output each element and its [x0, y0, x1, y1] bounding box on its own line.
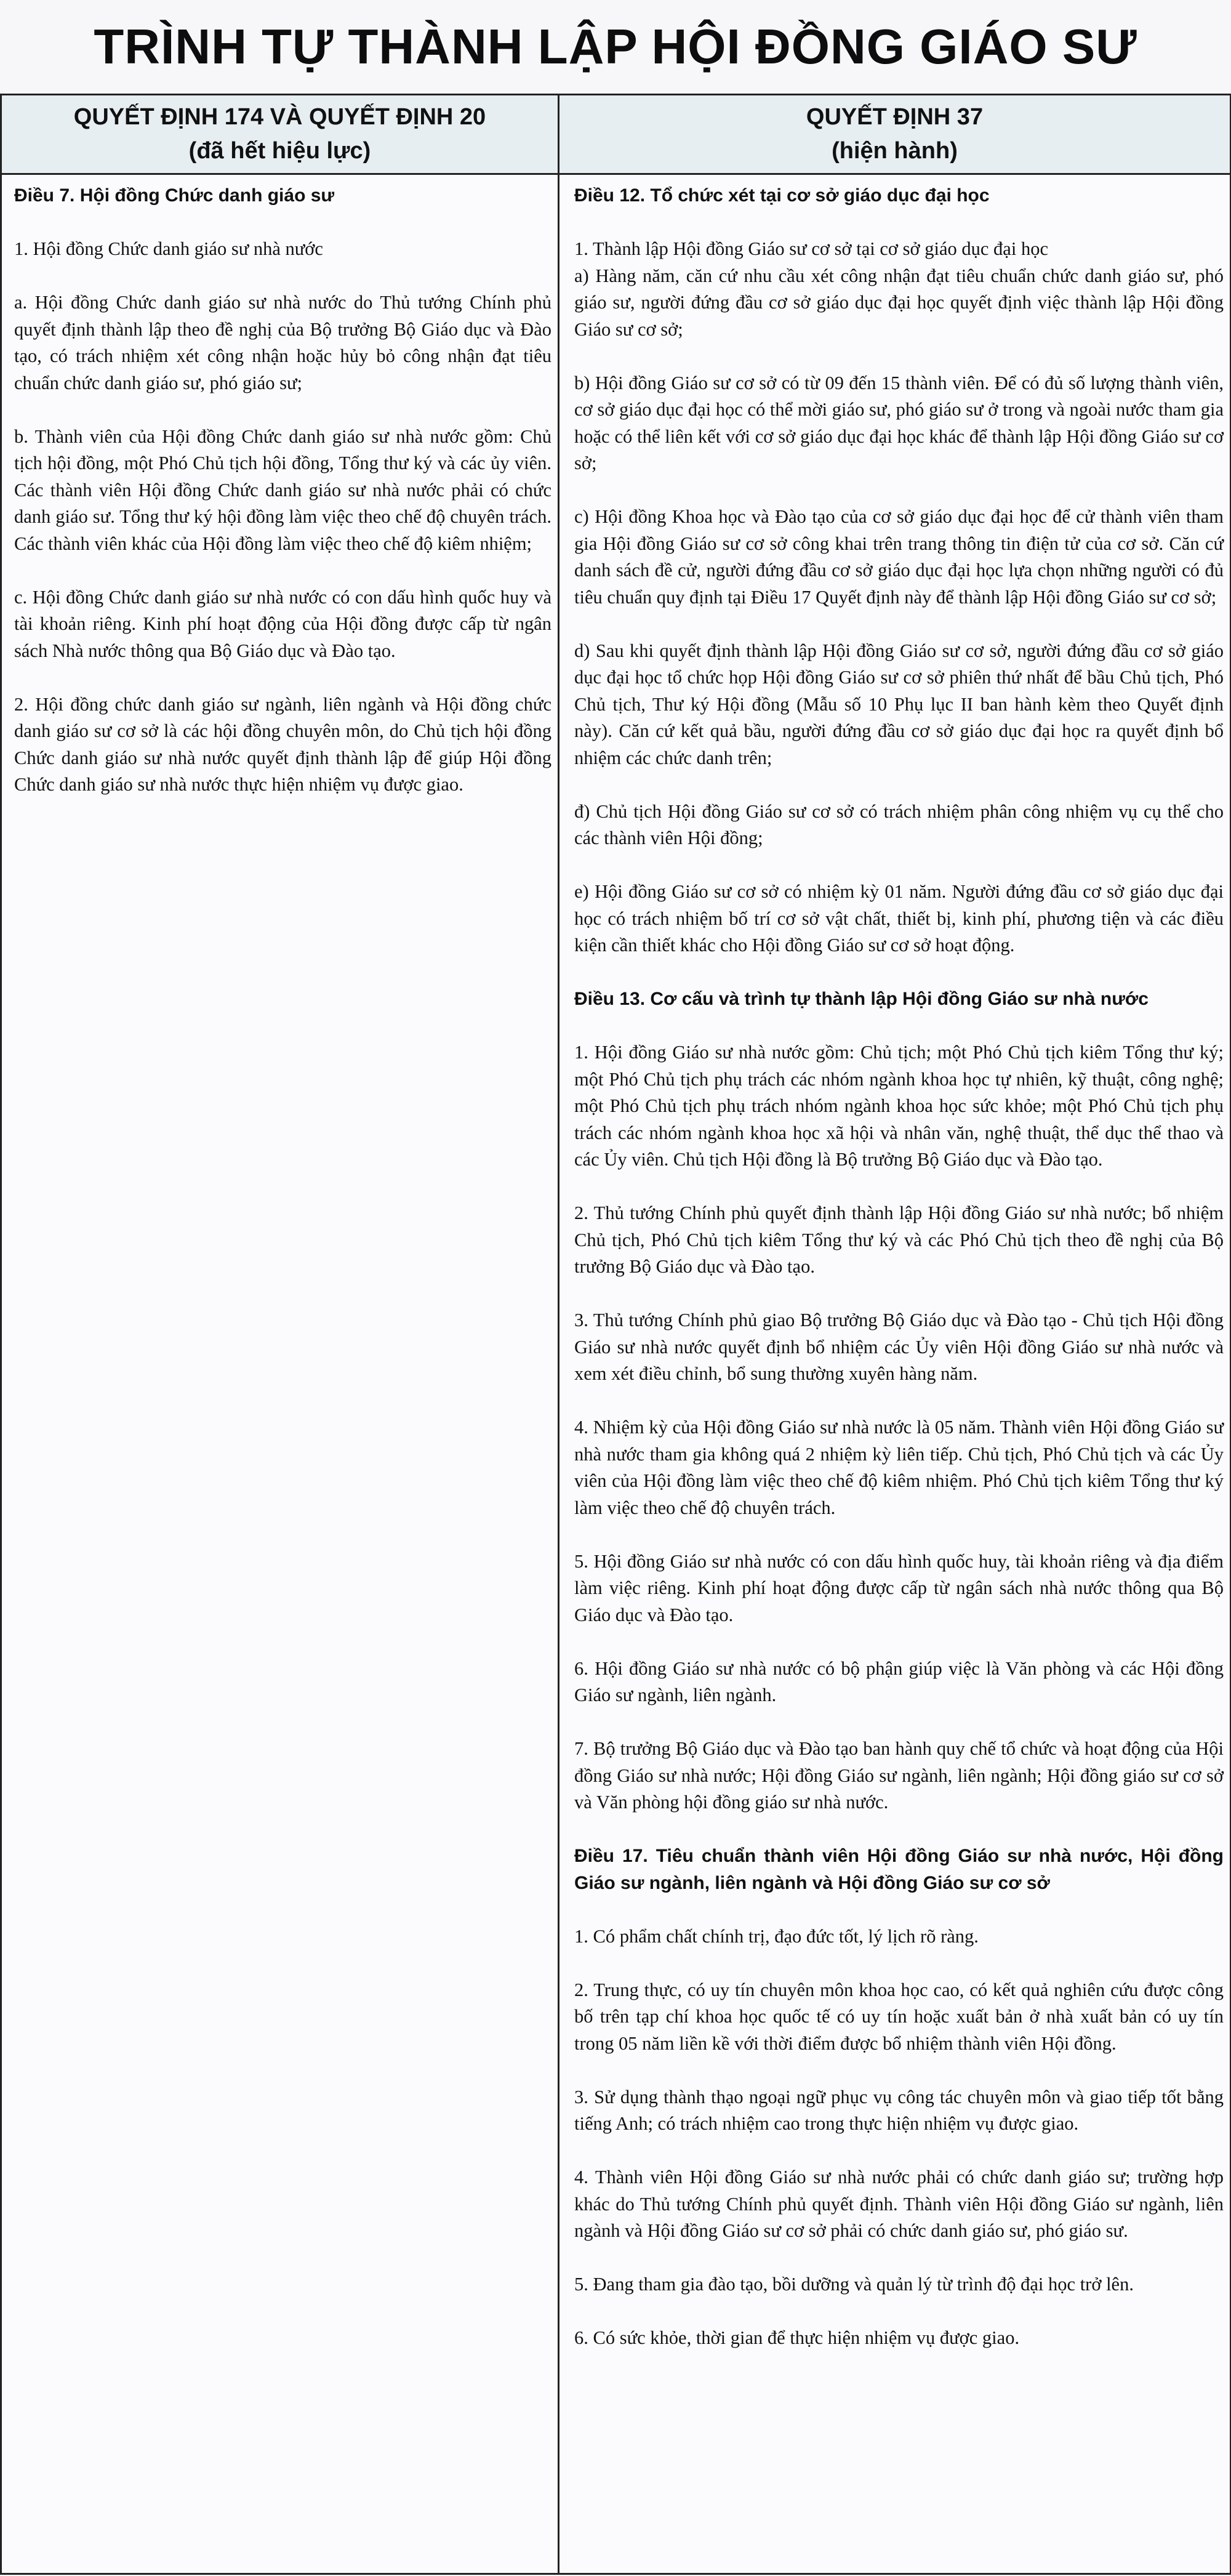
article-paragraph: 7. Bộ trưởng Bộ Giáo dục và Đào tạo ban hành quy chế tổ chức và hoạt động của Hội đồng Giáo sư nhà nước; Hội đồng Giáo sư ngành, liên ngành; Hội đồng giáo sư cơ sở và Văn phòng hội đồng giáo sư nhà nước.	[574, 1738, 1224, 1813]
article-paragraph: c. Hội đồng Chức danh giáo sư nhà nước có con dấu hình quốc huy và tài khoản riêng. Kinh phí hoạt động của Hội đồng được cấp từ ngân sách Nhà nước thông qua Bộ Giáo dục và Đào tạo.	[14, 586, 551, 661]
comparison-table	[0, 94, 1231, 2575]
article-paragraph: a) Hàng năm, căn cứ nhu cầu xét công nhận đạt tiêu chuẩn chức danh giáo sư, phó giáo sư, người đứng đầu cơ sở giáo dục đại học quyết định việc thành lập Hội đồng Giáo sư cơ sở;	[574, 265, 1224, 340]
article-paragraph: 5. Đang tham gia đào tạo, bồi dưỡng và quản lý từ trình độ đại học trở lên.	[574, 2274, 1134, 2295]
current-decision-column	[559, 174, 1231, 2574]
column-header-old-status: (đã hết hiệu lực)	[188, 138, 371, 164]
article-paragraph: c) Hội đồng Khoa học và Đào tạo của cơ sở giáo dục đại học để cử thành viên tham gia Hội đồng Giáo sư cơ sở công khai trên trang thông tin điện tử của cơ sở. Căn cứ danh sách đề cử, người đứng đầu cơ sở giáo dục đại học lựa chọn những người có đủ tiêu chuẩn quy định tại Điều 17 Quyết định này để thành lập Hội đồng Giáo sư cơ sở;	[574, 506, 1224, 608]
article-paragraph: a. Hội đồng Chức danh giáo sư nhà nước do Thủ tướng Chính phủ quyết định thành lập theo đề nghị của Bộ trưởng Bộ Giáo dục và Đào tạo, có trách nhiệm xét công nhận hoặc hủy bỏ công nhận đạt tiêu chuẩn chức danh giáo sư, phó giáo sư;	[14, 292, 551, 393]
column-header-current	[559, 95, 1231, 174]
article-paragraph: 1. Hội đồng Chức danh giáo sư nhà nước	[14, 238, 323, 259]
article-heading: Điều 13. Cơ cấu và trình tự thành lập Hội đồng Giáo sư nhà nước	[574, 989, 1149, 1009]
article-paragraph: 3. Thủ tướng Chính phủ giao Bộ trưởng Bộ Giáo dục và Đào tạo - Chủ tịch Hội đồng Giáo sư nhà nước quyết định bổ nhiệm các Ủy viên Hội đồng Giáo sư nhà nước và xem xét điều chỉnh, bổ sung thường xuyên hàng năm.	[574, 1310, 1224, 1384]
article-paragraph: 1. Hội đồng Giáo sư nhà nước gồm: Chủ tịch; một Phó Chủ tịch kiêm Tổng thư ký; một Phó Chủ tịch phụ trách các nhóm ngành khoa học tự nhiên, kỹ thuật, công nghệ; một Phó Chủ tịch phụ trách nhóm ngành khoa học sức khỏe; một Phó Chủ tịch phụ trách các nhóm ngành khoa học xã hội và nhân văn, nghệ thuật, thể dục thể thao và các Ủy viên. Chủ tịch Hội đồng là Bộ trưởng Bộ Giáo dục và Đào tạo.	[574, 1042, 1224, 1170]
article-paragraph: 4. Nhiệm kỳ của Hội đồng Giáo sư nhà nước là 05 năm. Thành viên Hội đồng Giáo sư nhà nước tham gia không quá 2 nhiệm kỳ liên tiếp. Chủ tịch, Phó Chủ tịch và các Ủy viên của Hội đồng làm việc theo chế độ kiêm nhiệm. Phó Chủ tịch kiêm Tổng thư ký làm việc theo chế độ chuyên trách.	[574, 1417, 1224, 1518]
article-paragraph: e) Hội đồng Giáo sư cơ sở có nhiệm kỳ 01 năm. Người đứng đầu cơ sở giáo dục đại học có trách nhiệm bố trí cơ sở vật chất, thiết bị, kinh phí, phương tiện và các điều kiện cần thiết khác cho Hội đồng Giáo sư cơ sở hoạt động.	[574, 881, 1224, 956]
column-header-old	[1, 95, 559, 174]
article-paragraph: b. Thành viên của Hội đồng Chức danh giáo sư nhà nước gồm: Chủ tịch hội đồng, một Phó Chủ tịch hội đồng, Tổng thư ký và các ủy viên. Các thành viên Hội đồng Chức danh giáo sư nhà nước phải có chức danh giáo sư. Tổng thư ký hội đồng làm việc theo chế độ chuyên trách. Các thành viên khác của Hội đồng làm việc theo chế độ kiêm nhiệm;	[14, 425, 551, 554]
page-title: TRÌNH TỰ THÀNH LẬP HỘI ĐỒNG GIÁO SƯ	[94, 19, 1137, 74]
article-paragraph: đ) Chủ tịch Hội đồng Giáo sư cơ sở có trách nhiệm phân công nhiệm vụ cụ thể cho các thành viên Hội đồng;	[574, 800, 1224, 848]
column-header-old-title: QUYẾT ĐỊNH 174 VÀ QUYẾT ĐỊNH 20	[73, 103, 486, 130]
article-paragraph: 1. Có phẩm chất chính trị, đạo đức tốt, lý lịch rõ ràng.	[574, 1925, 979, 1947]
article-paragraph: d) Sau khi quyết định thành lập Hội đồng Giáo sư cơ sở, người đứng đầu cơ sở giáo dục đại học tổ chức họp Hội đồng Giáo sư cơ sở phiên thứ nhất để bầu Chủ tịch, Phó Chủ tịch, Thư ký Hội đồng (Mẫu số 10 Phụ lục II ban hành kèm theo Quyết định này). Căn cứ kết quả bầu, người đứng đầu cơ sở giáo dục đại học ra quyết định bổ nhiệm các chức danh trên;	[574, 640, 1224, 768]
old-decision-column	[1, 174, 559, 2574]
body-row	[1, 174, 1231, 2574]
article-paragraph: 1. Thành lập Hội đồng Giáo sư cơ sở tại cơ sở giáo dục đại học	[574, 238, 1048, 259]
article-paragraph: 2. Thủ tướng Chính phủ quyết định thành lập Hội đồng Giáo sư nhà nước; bổ nhiệm Chủ tịch, Phó Chủ tịch kiêm Tổng thư ký và các Phó Chủ tịch theo đề nghị của Bộ trưởng Bộ Giáo dục và Đào tạo.	[574, 1202, 1224, 1277]
article-heading: Điều 17. Tiêu chuẩn thành viên Hội đồng Giáo sư nhà nước, Hội đồng Giáo sư ngành, liên ngành và Hội đồng Giáo sư cơ sở	[574, 1846, 1224, 1893]
article-paragraph: 5. Hội đồng Giáo sư nhà nước có con dấu hình quốc huy, tài khoản riêng và địa điểm làm việc riêng. Kinh phí hoạt động được cấp từ ngân sách nhà nước thông qua Bộ Giáo dục và Đào tạo.	[574, 1550, 1224, 1625]
article-heading: Điều 7. Hội đồng Chức danh giáo sư	[14, 185, 335, 206]
article-paragraph: 2. Trung thực, có uy tín chuyên môn khoa học cao, có kết quả nghiên cứu được công bố trên tạp chí khoa học quốc tế có uy tín hoặc xuất bản ở nhà xuất bản có uy tín trong 05 năm liền kề với thời điểm được bổ nhiệm thành viên Hội đồng.	[574, 1979, 1224, 2054]
article-paragraph: 4. Thành viên Hội đồng Giáo sư nhà nước phải có chức danh giáo sư; trường hợp khác do Thủ tướng Chính phủ quyết định. Thành viên Hội đồng Giáo sư ngành, liên ngành và Hội đồng Giáo sư cơ sở phải có chức danh giáo sư, phó giáo sư.	[574, 2167, 1224, 2241]
article-paragraph: 3. Sử dụng thành thạo ngoại ngữ phục vụ công tác chuyên môn và giao tiếp tốt bằng tiếng Anh; có trách nhiệm cao trong thực hiện nhiệm vụ được giao.	[574, 2086, 1224, 2134]
column-header-current-status: (hiện hành)	[832, 138, 958, 164]
article-paragraph: 6. Hội đồng Giáo sư nhà nước có bộ phận giúp việc là Văn phòng và các Hội đồng Giáo sư ngành, liên ngành.	[574, 1657, 1224, 1705]
article-paragraph: b) Hội đồng Giáo sư cơ sở có từ 09 đến 15 thành viên. Để có đủ số lượng thành viên, cơ sở giáo dục đại học có thể mời giáo sư, phó giáo sư ở trong và ngoài nước tham gia hoặc có thể liên kết với cơ sở giáo dục đại học khác để thành lập Hội đồng Giáo sư cơ sở;	[574, 372, 1224, 473]
header-row	[1, 95, 1231, 174]
article-paragraph: 6. Có sức khỏe, thời gian để thực hiện nhiệm vụ được giao.	[574, 2327, 1020, 2348]
article-heading: Điều 12. Tổ chức xét tại cơ sở giáo dục đại học	[574, 185, 990, 206]
column-header-current-title: QUYẾT ĐỊNH 37	[806, 103, 984, 130]
article-paragraph: 2. Hội đồng chức danh giáo sư ngành, liên ngành và Hội đồng chức danh giáo sư cơ sở là các hội đồng chuyên môn, do Chủ tịch hội đồng Chức danh giáo sư nhà nước quyết định thành lập để giúp Hội đồng Chức danh giáo sư nhà nước thực hiện nhiệm vụ được giao.	[14, 693, 551, 795]
